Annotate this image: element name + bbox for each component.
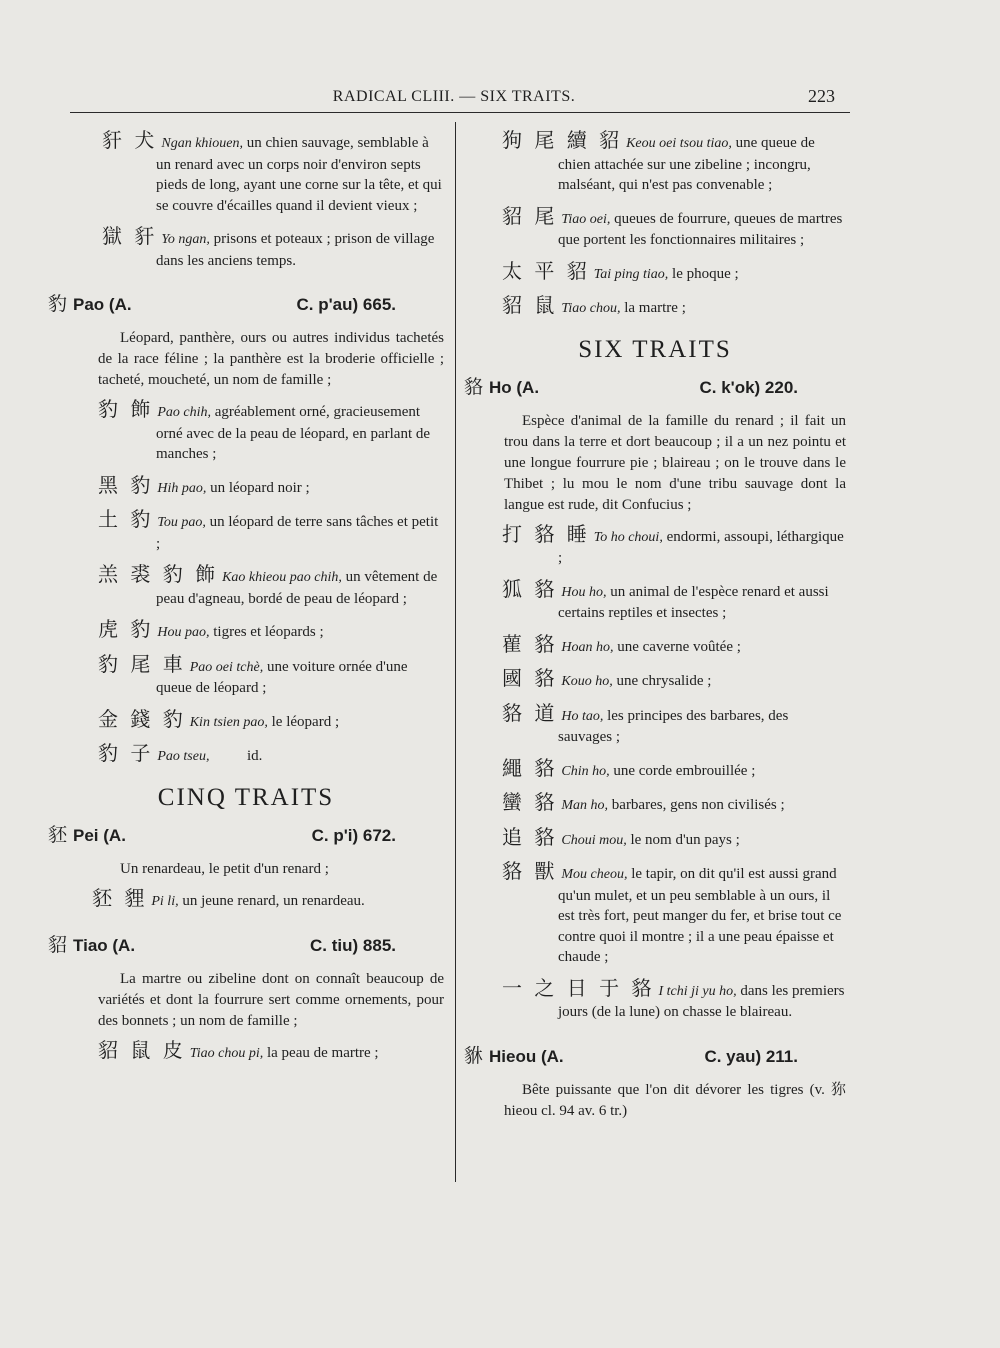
headword-pei bbox=[48, 820, 444, 847]
entry-romanization: Pao tseu, bbox=[157, 749, 210, 764]
entry-hanzi: 繩 貉 bbox=[502, 755, 558, 780]
entry bbox=[464, 975, 846, 1023]
entry-gloss: prisons et poteaux ; prison de village dans les anciens temps. bbox=[156, 231, 435, 269]
headword-reading-c: C. tiu) 885. bbox=[310, 936, 396, 955]
section-title-cinq-traits: CINQ TRAITS bbox=[157, 783, 335, 811]
entry-hanzi: 狗 尾 續 貂 bbox=[502, 128, 623, 152]
entry bbox=[464, 631, 846, 659]
entry-gloss: le phoque ; bbox=[668, 265, 739, 282]
entry bbox=[48, 130, 444, 216]
entry bbox=[464, 521, 846, 569]
entry-gloss: un jeune renard, un renardeau. bbox=[178, 892, 365, 909]
entry-hanzi: 貂 尾 bbox=[502, 203, 558, 228]
entry-hanzi: 國 貉 bbox=[502, 666, 558, 690]
entry-gloss: un léopard noir ; bbox=[206, 479, 310, 496]
entry-hanzi: 豹 尾 車 bbox=[98, 651, 186, 676]
entry-gloss: id. bbox=[209, 748, 263, 764]
entry-gloss: la peau de martre ; bbox=[263, 1045, 379, 1061]
entry bbox=[464, 576, 846, 624]
headword-reading-a: Pao (A. bbox=[73, 295, 132, 314]
entry-gloss: une corde embrouillée ; bbox=[609, 762, 756, 779]
entry-romanization: Kouo ho, bbox=[561, 674, 613, 689]
entry-hanzi: 狐 貉 bbox=[502, 576, 558, 601]
entry-romanization: Kao khieou pao chih, bbox=[222, 570, 342, 585]
entry-gloss: le léopard ; bbox=[267, 713, 340, 730]
entry bbox=[464, 668, 846, 693]
headword-reading-a: Tiao (A. bbox=[73, 936, 136, 955]
entry bbox=[48, 472, 444, 500]
headword-reading-c: C. p'i) 672. bbox=[311, 825, 396, 845]
entry bbox=[464, 755, 846, 783]
entry-hanzi: 蠻 貉 bbox=[502, 790, 558, 814]
definition: La martre ou zibeline dont on connaît beaucoup de variétés et dont la fourrure sert comme ornements, pour des bonnets ; un nom de famille ; bbox=[98, 971, 444, 1029]
headword-hieou bbox=[464, 1041, 846, 1068]
entry-gloss: le tapir, on dit qu'il est aussi grand qu'un mulet, et un peu semblable à un ours, il est très fort, peut manger du fer, et brise tout ce contre quoi il montre ; il a une peau épaisse et chaude ; bbox=[558, 866, 842, 965]
entry-gloss: une caverne voûtée ; bbox=[613, 638, 741, 655]
entry-romanization: Kin tsien pao, bbox=[189, 714, 268, 730]
entry-hanzi: 豹 子 bbox=[98, 741, 154, 765]
entry bbox=[464, 258, 846, 286]
entry-hanzi: 獄 豻 bbox=[102, 224, 158, 248]
entry-hanzi: 土 豹 bbox=[98, 507, 154, 531]
entry bbox=[48, 651, 444, 699]
entry-hanzi: 黑 豹 bbox=[98, 472, 154, 497]
definition: Léopard, panthère, ours ou autres individus tachetés de la race féline ; la panthère est la broderie officielle ; tacheté, moucheté, un nom de famille ; bbox=[98, 330, 444, 388]
entry-romanization: Pao oei tchè, bbox=[189, 659, 264, 675]
definition: Bête puissante que l'on dit dévorer les tigres (v. 狝 hieou cl. 94 av. 6 tr.) bbox=[504, 1081, 846, 1119]
entry-romanization: Ho tao, bbox=[561, 708, 604, 724]
entry bbox=[48, 885, 444, 913]
entry bbox=[464, 792, 846, 817]
entry bbox=[48, 226, 444, 271]
entry-gloss: agréablement orné, gracieusement orné avec de la peau de léopard, en parlant de manches ; bbox=[156, 404, 431, 462]
entry bbox=[48, 706, 444, 734]
entry-gloss: une voiture ornée d'une queue de léopard ; bbox=[156, 658, 408, 696]
headword-tiao bbox=[48, 930, 444, 957]
entry-hanzi: 虎 豹 bbox=[98, 617, 154, 641]
right-column bbox=[464, 130, 846, 1130]
entry bbox=[464, 700, 846, 748]
entry-gloss: endormi, assoupi, léthargique ; bbox=[558, 528, 844, 566]
entry-romanization: Hou ho, bbox=[561, 584, 607, 600]
entry bbox=[48, 619, 444, 644]
entry-hanzi: 貂 鼠 皮 bbox=[98, 1038, 186, 1062]
section-title-six-traits: SIX TRAITS bbox=[578, 335, 732, 363]
entry-romanization: I tchi ji yu ho, bbox=[658, 983, 737, 999]
headword-ho bbox=[464, 372, 846, 399]
entry-hanzi: 金 錢 豹 bbox=[98, 706, 186, 731]
entry-hanzi: 貉 獸 bbox=[502, 859, 558, 883]
entry-gloss: une chrysalide ; bbox=[612, 673, 712, 689]
entry-romanization: Pi li, bbox=[151, 893, 179, 909]
entry bbox=[464, 295, 846, 320]
entry-romanization: Hou pao, bbox=[157, 625, 210, 640]
entry bbox=[48, 564, 444, 609]
entry-hanzi: 打 貉 睡 bbox=[502, 521, 590, 546]
entry-gloss: un animal de l'espèce renard et aussi certains reptiles et insectes ; bbox=[558, 583, 829, 621]
entry-romanization: Tiao chou, bbox=[561, 301, 621, 316]
entry bbox=[48, 509, 444, 554]
entry bbox=[48, 399, 444, 465]
entry-hanzi: 貂 鼠 bbox=[502, 293, 558, 317]
entry-gloss: une queue de chien attachée sur une zibeline ; incongru, malséant, qui n'est pas convenable ; bbox=[558, 135, 815, 193]
entry-romanization: Tai ping tiao, bbox=[593, 266, 669, 282]
entry-gloss: les principes des barbares, des sauvages ; bbox=[558, 707, 789, 745]
entry-romanization: Man ho, bbox=[561, 798, 609, 813]
definition: Espèce d'animal de la famille du renard ; il fait un trou dans la terre et dort beaucoup ; il a un nez pointu et une longue fourrure pie ; blaireau ; on le trouve dans le Thibet ; lu mou le nom d'une tribu sauvage dont la langue est rude, dit Confucius ; bbox=[504, 412, 846, 513]
headword-reading-c: C. p'au) 665. bbox=[296, 295, 396, 314]
headword-reading-c: C. yau) 211. bbox=[704, 1046, 798, 1066]
entry bbox=[464, 130, 846, 196]
entry-hanzi: 羔 裘 豹 飾 bbox=[98, 562, 219, 586]
entry-gloss: barbares, gens non civilisés ; bbox=[608, 797, 785, 813]
entry-gloss: le nom d'un pays ; bbox=[626, 831, 740, 848]
entry-hanzi: 太 平 貂 bbox=[502, 258, 590, 283]
headword-character: 豾 bbox=[48, 823, 68, 846]
entry-romanization: Tiao chou pi, bbox=[189, 1046, 264, 1061]
entry bbox=[48, 743, 444, 768]
entry-gloss: un chien sauvage, semblable à un renard avec un corps noir d'environ septs pieds de long, ayant une corne sur la tête, et qui se couvre d'écailles quand il devient vieux ; bbox=[156, 135, 442, 214]
headword-character: 貉 bbox=[464, 375, 484, 398]
headword-character: 貂 bbox=[48, 934, 68, 956]
entry-romanization: Mou cheou, bbox=[561, 867, 628, 882]
headword-character: 貅 bbox=[464, 1044, 484, 1067]
entry-romanization: Tiao oei, bbox=[561, 211, 611, 227]
entry-hanzi: 豾 貍 bbox=[92, 885, 148, 910]
column-divider bbox=[455, 122, 456, 1182]
entry-gloss: tigres et léopards ; bbox=[209, 624, 324, 640]
entry bbox=[464, 861, 846, 968]
entry-hanzi: 貉 道 bbox=[502, 700, 558, 725]
entry-romanization: Hih pao, bbox=[157, 480, 207, 496]
entry bbox=[48, 1040, 444, 1065]
headword-pao bbox=[48, 289, 444, 316]
header-rule bbox=[70, 112, 850, 113]
entry-gloss: dans les premiers jours (de la lune) on chasse le blaireau. bbox=[558, 982, 845, 1020]
entry-romanization: Choui mou, bbox=[561, 832, 627, 848]
entry-romanization: Hoan ho, bbox=[561, 639, 614, 655]
entry-gloss: un vêtement de peau d'agneau, bordé de peau de léopard ; bbox=[156, 569, 438, 607]
definition: Un renardeau, le petit d'un renard ; bbox=[120, 860, 329, 877]
headword-character: 豹 bbox=[48, 293, 68, 315]
headword-reading-a: Hieou (A. bbox=[489, 1046, 564, 1066]
entry-romanization: Yo ngan, bbox=[161, 232, 210, 247]
headword-reading-a: Ho (A. bbox=[489, 377, 540, 397]
entry bbox=[464, 203, 846, 251]
running-head: RADICAL CLIII. — SIX TRAITS. bbox=[332, 88, 576, 105]
entry-gloss: la martre ; bbox=[620, 300, 686, 316]
entry-hanzi: 雚 貉 bbox=[502, 631, 558, 656]
entry bbox=[464, 824, 846, 852]
entry-romanization: Tou pao, bbox=[157, 515, 206, 530]
headword-reading-c: C. k'ok) 220. bbox=[699, 377, 798, 397]
entry-romanization: Keou oei tsou tiao, bbox=[626, 136, 732, 151]
entry-hanzi: 豹 飾 bbox=[98, 397, 154, 421]
entry-gloss: queues de fourrure, queues de martres que portent les fonctionnaires militaires ; bbox=[558, 210, 843, 248]
entry-gloss: un léopard de terre sans tâches et petit ; bbox=[156, 514, 439, 552]
entry-hanzi: 豻 犬 bbox=[102, 128, 158, 152]
entry-romanization: Chin ho, bbox=[561, 763, 610, 779]
headword-reading-a: Pei (A. bbox=[73, 825, 126, 845]
entry-romanization: Pao chih, bbox=[157, 405, 212, 420]
entry-hanzi: 追 貉 bbox=[502, 824, 558, 849]
entry-hanzi: 一 之 日 于 貉 bbox=[502, 975, 655, 1000]
entry-romanization: To ho choui, bbox=[593, 529, 663, 545]
entry-romanization: Ngan khiouen, bbox=[161, 136, 244, 151]
left-column bbox=[48, 130, 444, 1075]
page-number: 223 bbox=[808, 86, 835, 106]
